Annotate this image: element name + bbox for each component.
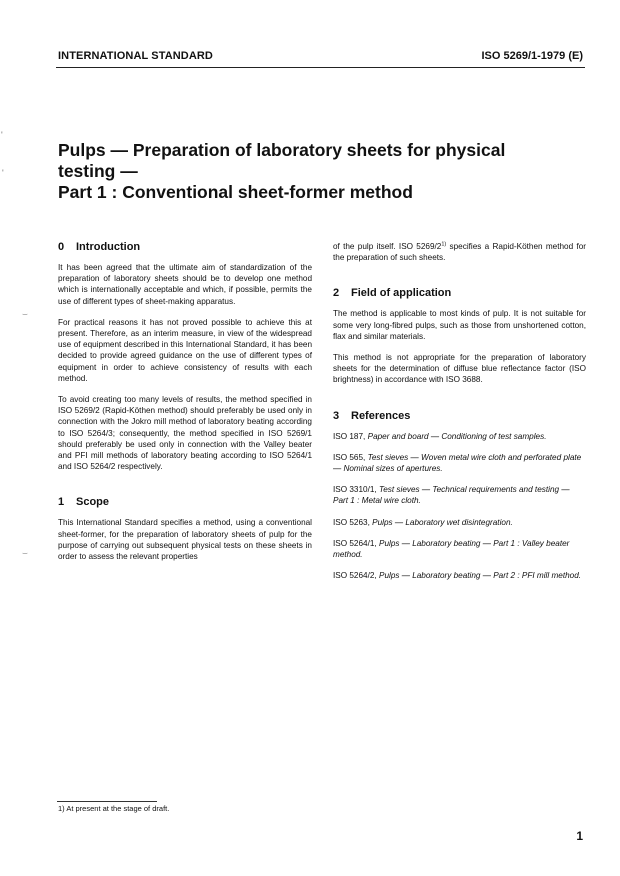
page-number: 1: [576, 829, 583, 843]
field-paragraph-1: The method is applicable to most kinds of pulp. It is not suitable for some very long-fibred pulps, such as those from unshortened cotton, flax and similar materials.: [333, 309, 586, 341]
left-column: [58, 240, 312, 572]
footnote: 1) At present at the stage of draft.: [58, 804, 170, 813]
title-line-2: testing —: [58, 161, 138, 181]
header-standard-label: INTERNATIONAL STANDARD: [58, 50, 213, 62]
scope-paragraph-1: This International Standard specifies a method, using a conventional sheet-former, for the preparation of laboratory sheets of pulp for the purpose of carrying out subsequent physical tests on these sheets in order to assess the relevant properties: [58, 518, 312, 562]
reference-item: ISO 5264/1, Pulps — Laboratory beating — Part 1 : Valley beater method.: [333, 538, 570, 560]
section-heading-field-of-application: 2 Field of application: [333, 287, 452, 300]
margin-scan-mark: ⌣: [22, 309, 28, 319]
header-rule: [56, 67, 585, 68]
margin-tick: ': [1, 130, 3, 140]
reference-item: ISO 565, Test sieves — Woven metal wire cloth and perforated plate — Nominal sizes of apertures.: [333, 452, 582, 474]
margin-tick: ': [2, 168, 4, 178]
reference-item: ISO 3310/1, Test sieves — Technical requirements and testing — Part 1 : Metal wire cloth.: [333, 485, 570, 506]
intro-paragraph-2: For practical reasons it has not proved possible to achieve this at present. Therefore, as an interim measure, in view of the widespread use of equipment described in this International Standard, it has been decided to provide agreed guidance on the use of different types of equipment in order to achieve consistency of results with each method.: [58, 317, 312, 383]
title-line-1: Pulps — Preparation of laboratory sheets for physical: [58, 140, 506, 160]
field-paragraph-2: This method is not appropriate for the preparation of laboratory sheets for the determination of diffuse blue reflectance factor (ISO brightness) in accordance with ISO 3688.: [333, 353, 586, 385]
scope-paragraph-continued: of the pulp itself. ISO 5269/2$^{1)}$ specifies a Rapid-Köthen method for the preparation of such sheets.: [333, 241, 586, 263]
right-column: [333, 241, 586, 591]
section-heading-introduction: 0 Introduction: [58, 241, 141, 253]
reference-item: ISO 5263, Pulps — Laboratory wet disintegration.: [333, 517, 513, 527]
intro-paragraph-1: It has been agreed that the ultimate aim of standardization of the preparation of laboratory sheets should be to develop one method which is internationally acceptable and which, if possible, permits the use of different types of sheet-making apparatus.: [58, 263, 312, 306]
header-standard-number: ISO 5269/1-1979 (E): [481, 50, 583, 62]
section-heading-references: 3 References: [333, 409, 411, 422]
footnote-rule: [57, 801, 157, 802]
title-line-3: Part 1 : Conventional sheet-former method: [58, 182, 413, 202]
reference-item: ISO 5264/2, Pulps — Laboratory beating — Part 2 : PFI mill method.: [333, 571, 582, 581]
intro-paragraph-3: To avoid creating too many levels of results, the method specified in ISO 5269/2 (Rapid-Köthen method) should preferably be used only in connection with the Jokro mill method of laboratory beating according to ISO 5264/3; consequently, the method specified in ISO 5269/1 should preferably be used only in connection with the Valley beater and PFI mill methods of laboratory beating according to ISO 5264/1 and ISO 5264/2 respectively.: [58, 395, 312, 472]
reference-list: [333, 431, 586, 582]
document-title: [58, 140, 578, 203]
section-heading-scope: 1 Scope: [58, 496, 110, 509]
reference-item: ISO 187, Paper and board — Conditioning of test samples.: [333, 431, 547, 441]
margin-scan-mark: ⌣: [22, 548, 28, 558]
